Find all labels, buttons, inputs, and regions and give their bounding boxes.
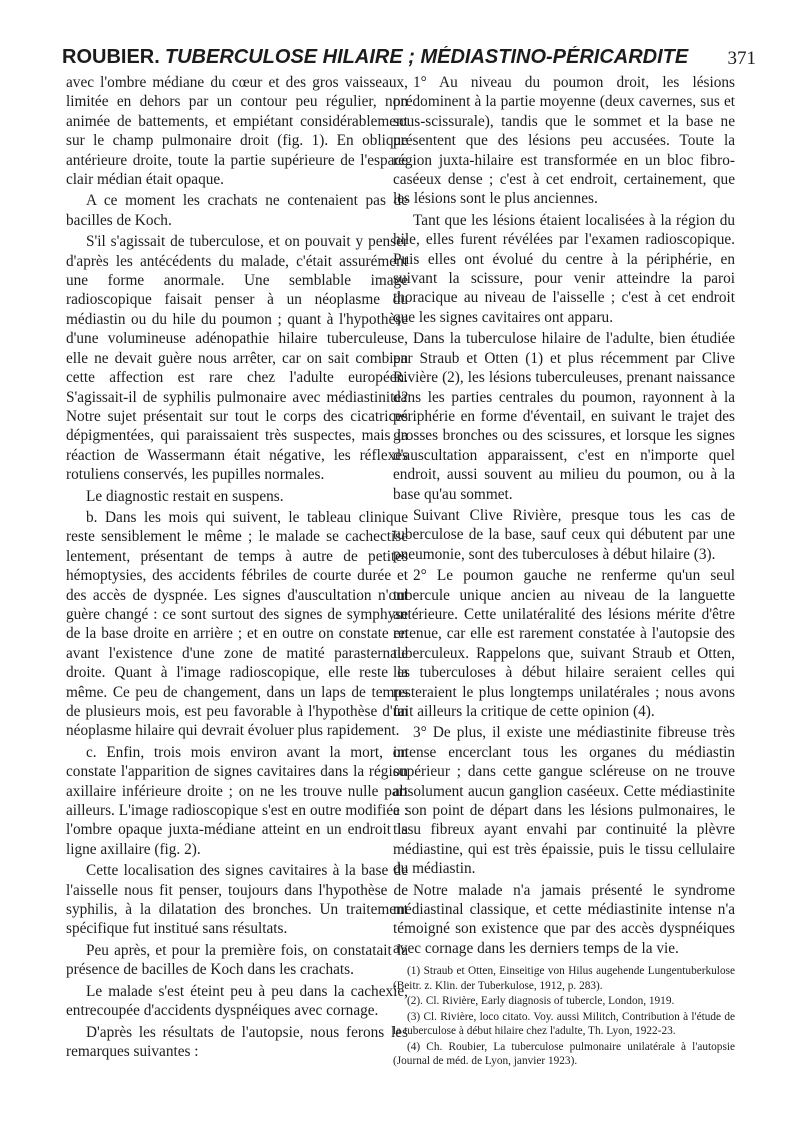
paragraph: b. Dans les mois qui suivent, le tableau clinique reste sensiblement le même ; le malade se cachectise lentement, présentant de temps à autre de petites hémoptysies, des accidents fébriles de courte durée et des accès de dyspnée. Les signes d'auscultation n'ont guère changé : ce sont surtout des signes de symphyse de la base droite en arrière ; et en outre on constate en avant l'existence d'une zone de matité parasternale droite. Quant à l'image radioscopique, elle reste la même. Ce peu de changement, dans un laps de temps de plusieurs mois, est peu favorable à l'hypothèse d'un néoplasme hilaire qui devrait évoluer plus rapidement.: [66, 508, 408, 740]
footnote: (4) Ch. Roubier, La tuberculose pulmonaire unilatérale à l'autopsie (Journal de méd. de Lyon, janvier 1923).: [393, 1040, 735, 1068]
footnotes: [393, 964, 735, 1069]
paragraph: Notre malade n'a jamais présenté le syndrome médiastinal classique, et cette médiastinite intense n'a témoigné son existence que par des accès dyspnéiques avec cornage dans les derniers temps de la vie.: [393, 881, 735, 957]
paragraph: c. Enfin, trois mois environ avant la mort, on constate l'apparition de signes cavitaires dans la région axillaire inférieure droite ; on ne les trouve nulle part ailleurs. L'image radioscopique s'est en outre modifiée : l'ombre opaque juxta-médiane atteint en un endroit la ligne axillaire (fig. 2).: [66, 743, 408, 858]
header-author: ROUBIER.: [62, 46, 160, 68]
paragraph: Le malade s'est éteint peu à peu dans la cachexie, entrecoupée d'accidents dyspnéiques avec cornage.: [66, 982, 408, 1020]
paragraph: Tant que les lésions étaient localisées à la région du hile, elles furent révélées par l'examen radioscopique. Puis elles ont évolué du centre à la périphérie, en suivant la scissure, pour venir atteindre la paroi thoracique au niveau de l'aisselle ; c'est à cet endroit que les signes cavitaires ont apparu.: [393, 211, 735, 326]
paragraph: 2° Le poumon gauche ne renferme qu'un seul tubercule unique ancien au niveau de la languette antérieure. Cette unilatéralité des lésions mérite d'être retenue, car elle est rarement constatée à l'autopsie des tuberculeux. Rappelons que, suivant Straub et Otten, les tuberculoses à début hilaire seraient celles qui resteraient le plus longtemps unilatérales ; nous avons fait ailleurs la critique de cette opinion (4).: [393, 567, 735, 720]
paragraph: 1° Au niveau du poumon droit, les lésions prédominent à la partie moyenne (deux cavernes, sus et sous-scissurale), tandis que le sommet et la base ne présentent que des lésions peu accusées. Toute la région juxta-hilaire est transformée en un bloc fibro-caséeux dense ; c'est à cet endroit, certainement, que les lésions sont le plus anciennes.: [393, 74, 735, 208]
paragraph: S'il s'agissait de tuberculose, et on pouvait y penser d'après les antécédents du malade, c'était assurément une forme anormale. Une semblable image radioscopique faisait penser à un néoplasme du médiastin ou du hile du poumon ; quant à l'hypothèse d'une volumineuse adénopathie hilaire tuberculeuse, elle ne devait guère nous arrêter, car on sait combien cette affection est rare chez l'adulte européen. S'agissait-il de syphilis pulmonaire avec médiastinite? Notre sujet présentait sur tout le corps des cicatrices dépigmentées, qui paraissaient très suspectes, mais la réaction de Wassermann était négative, les réflexes rotuliens conservés, les pupilles normales.: [66, 233, 408, 484]
paragraph: Le diagnostic restait en suspens.: [86, 487, 284, 505]
running-header: [62, 46, 756, 72]
paragraph: 3° De plus, il existe une médiastinite fibreuse très intense encerclant tous les organes du médiastin supérieur ; dans cette gangue scléreuse on ne trouve absolument aucun ganglion caséeux. Cette médiastinite a son point de départ dans les lésions pulmonaires, le tissu fibreux ayant envahi par continuité la plèvre médiastine, qui est très épaissie, puis le tissu cellulaire du médiastin.: [393, 724, 735, 878]
paragraph: Peu après, et pour la première fois, on constatait la présence de bacilles de Koch dans les crachats.: [66, 941, 408, 979]
footnote: (2). Cl. Rivière, Early diagnosis of tubercle, London, 1919.: [407, 995, 675, 1008]
paragraph: Suivant Clive Rivière, presque tous les cas de tuberculose de la base, sauf ceux qui débutent par une pneumonie, sont des tuberculoses à début hilaire (3).: [393, 506, 735, 563]
paragraph: Cette localisation des signes cavitaires à la base de l'aisselle nous fit penser, toujours dans l'hypothèse de syphilis, à la dilatation des bronches. Un traitement spécifique fut institué sans résultats.: [66, 862, 408, 938]
right-column: [393, 73, 735, 1133]
footnote: (3) Cl. Rivière, loco citato. Voy. aussi Militch, Contribution à l'étude de la tuberculose à début hilaire chez l'adulte, Th. Lyon, 1922-23.: [393, 1010, 735, 1038]
paragraph: avec l'ombre médiane du cœur et des gros vaisseaux, limitée en dehors par un contour peu régulier, non animée de battements, et empiétant considérablement sur le champ pulmonaire droit (fig. 1). En oblique antérieure droite, toute la partie supérieure de l'espace clair médian était opaque.: [66, 74, 408, 189]
paragraph: D'après les résultats de l'autopsie, nous ferons les remarques suivantes :: [66, 1023, 408, 1060]
page-number: 371: [727, 48, 756, 69]
left-column: [66, 73, 408, 1133]
header-title: TUBERCULOSE HILAIRE ; MÉDIASTINO-PÉRICARDITE: [164, 46, 689, 68]
paragraph: A ce moment les crachats ne contenaient pas de bacilles de Koch.: [66, 192, 408, 229]
paragraph: Dans la tuberculose hilaire de l'adulte, bien étudiée par Straub et Otten (1) et plus récemment par Clive Rivière (2), les lésions tuberculeuses, prenant naissance dans les parties centrales du poumon, rayonnent à la périphérie en forme d'éventail, en suivant le trajet des grosses bronches ou des scissures, et lorsque les signes d'auscultation apparaissent, c'est en n'importe quel endroit, aussi souvent au milieu du poumon, ou à la base qu'au sommet.: [393, 330, 735, 503]
footnote: (1) Straub et Otten, Einseitige von Hilus augehende Lungentuberkulose (Beitr. z. Klin. der Tuberkulose, 1912, p. 283).: [393, 965, 735, 992]
